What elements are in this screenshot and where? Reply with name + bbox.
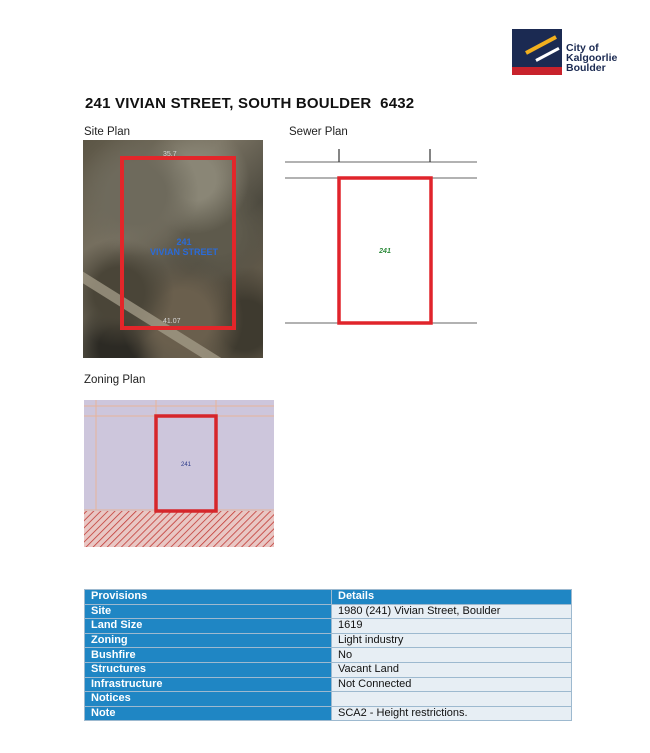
lot-number: 241 [180,462,192,468]
table-row [85,604,572,619]
row-label: Zoning [85,633,332,648]
zoning-plan-label: Zoning Plan [84,374,146,386]
table-row [85,706,572,721]
row-label: Infrastructure [85,677,332,692]
sewer-plan-label: Sewer Plan [289,126,348,138]
row-value [332,692,572,707]
top-dimension: 35.7 [163,151,177,158]
council-logo [512,29,622,81]
row-value: No [332,648,572,663]
row-value: Not Connected [332,677,572,692]
row-label: Structures [85,662,332,677]
table-header-row [85,590,572,605]
row-value: Vacant Land [332,662,572,677]
lot-number: 241 [176,237,192,247]
row-value: 1980 (241) Vivian Street, Boulder [332,604,572,619]
table-row [85,648,572,663]
row-value: SCA2 - Height restrictions. [332,706,572,721]
zoning-plan-map [84,400,274,547]
provisions-table [84,589,572,721]
row-label: Land Size [85,619,332,634]
row-label: Bushfire [85,648,332,663]
hatched-zone [84,511,274,547]
row-value: 1619 [332,619,572,634]
street-name: VIVIAN STREET [149,247,218,257]
details-header: Details [332,590,572,605]
table-row [85,619,572,634]
provisions-header: Provisions [85,590,332,605]
page-title: 241 VIVIAN STREET, SOUTH BOULDER 6432 [85,95,415,112]
logo-text-line: Kalgoorlie [566,52,618,64]
bottom-dimension: 41.07 [163,318,181,325]
site-plan-label: Site Plan [84,126,131,138]
row-label: Notices [85,692,332,707]
lot-label [129,237,239,257]
sewer-plan-map [285,145,480,330]
lot-number: 241 [379,248,391,255]
row-label: Site [85,604,332,619]
logo-text-line: City of [566,42,599,54]
table-row [85,633,572,648]
table-row [85,692,572,707]
table-row [85,662,572,677]
site-plan-aerial-image [83,140,263,358]
logo-text-line: Boulder [566,62,606,74]
row-label: Note [85,706,332,721]
logo-mark-icon [512,29,562,81]
table-row [85,677,572,692]
row-value: Light industry [332,633,572,648]
logo-text [566,43,617,73]
